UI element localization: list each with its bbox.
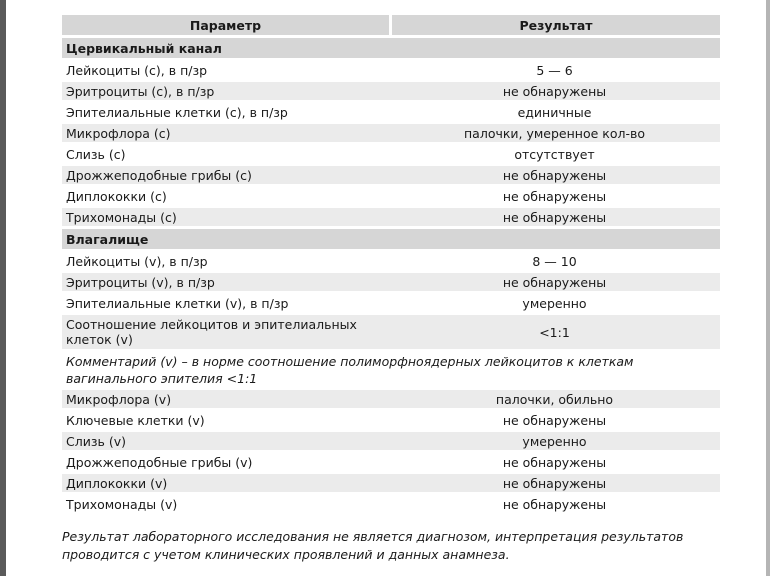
table-row — [62, 474, 720, 492]
table-row — [62, 82, 720, 100]
row-param: Слизь (v) — [62, 432, 389, 450]
row-param: Эпителиальные клетки (v), в п/зр — [62, 294, 389, 312]
section-header-vagina — [62, 229, 720, 249]
row-result: не обнаружены — [389, 453, 720, 471]
table-row — [62, 145, 720, 163]
row-result: не обнаружены — [389, 208, 720, 226]
row-param: Соотношение лейкоцитов и эпителиальных клеток (v) — [62, 315, 389, 349]
table-row — [62, 411, 720, 429]
right-edge-bar — [766, 0, 770, 576]
table-row — [62, 61, 720, 79]
row-result: не обнаружены — [389, 82, 720, 100]
section-title: Цервикальный канал — [62, 38, 720, 58]
row-param: Дрожжеподобные грибы (c) — [62, 166, 389, 184]
table-row — [62, 294, 720, 312]
table-row — [62, 273, 720, 291]
row-param: Лейкоциты (v), в п/зр — [62, 252, 389, 270]
results-table-container — [62, 12, 720, 516]
row-result: не обнаружены — [389, 273, 720, 291]
row-result: палочки, умеренное кол-во — [389, 124, 720, 142]
row-result: не обнаружены — [389, 411, 720, 429]
row-param: Лейкоциты (c), в п/зр — [62, 61, 389, 79]
row-param: Эпителиальные клетки (c), в п/зр — [62, 103, 389, 121]
header-param: Параметр — [62, 15, 389, 35]
table-row — [62, 252, 720, 270]
row-param: Диплококки (c) — [62, 187, 389, 205]
comment-row — [62, 352, 720, 387]
table-row — [62, 166, 720, 184]
row-param: Трихомонады (v) — [62, 495, 389, 513]
table-row — [62, 103, 720, 121]
comment-text: Комментарий (v) – в норме соотношение полиморфноядерных лейкоцитов к клеткам вагинального эпителия <1:1 — [62, 352, 720, 387]
row-param: Микрофлора (c) — [62, 124, 389, 142]
row-param: Эритроциты (c), в п/зр — [62, 82, 389, 100]
table-row — [62, 315, 720, 349]
left-edge-bar — [0, 0, 6, 576]
row-result: 8 — 10 — [389, 252, 720, 270]
row-result: не обнаружены — [389, 474, 720, 492]
row-result: отсутствует — [389, 145, 720, 163]
row-result: палочки, обильно — [389, 390, 720, 408]
table-header-row — [62, 15, 720, 35]
row-param: Диплококки (v) — [62, 474, 389, 492]
row-result: не обнаружены — [389, 187, 720, 205]
table-row — [62, 187, 720, 205]
table-row — [62, 453, 720, 471]
row-result: 5 — 6 — [389, 61, 720, 79]
row-param: Ключевые клетки (v) — [62, 411, 389, 429]
results-table — [62, 12, 720, 516]
section-title: Влагалище — [62, 229, 720, 249]
table-row — [62, 432, 720, 450]
row-param: Микрофлора (v) — [62, 390, 389, 408]
table-row — [62, 124, 720, 142]
row-param: Эритроциты (v), в п/зр — [62, 273, 389, 291]
row-result: умеренно — [389, 294, 720, 312]
table-row — [62, 495, 720, 513]
row-result: умеренно — [389, 432, 720, 450]
row-result: <1:1 — [389, 315, 720, 349]
table-row — [62, 208, 720, 226]
row-result: не обнаружены — [389, 495, 720, 513]
row-result: единичные — [389, 103, 720, 121]
disclaimer-note: Результат лабораторного исследования не является диагнозом, интерпретация результатов проводится с учетом клинических проявлений и данных анамнеза. — [62, 529, 684, 562]
section-header-cervical — [62, 38, 720, 58]
row-param: Трихомонады (c) — [62, 208, 389, 226]
header-result: Результат — [389, 15, 720, 35]
table-row — [62, 390, 720, 408]
row-result: не обнаружены — [389, 166, 720, 184]
row-param: Слизь (c) — [62, 145, 389, 163]
row-param: Дрожжеподобные грибы (v) — [62, 453, 389, 471]
